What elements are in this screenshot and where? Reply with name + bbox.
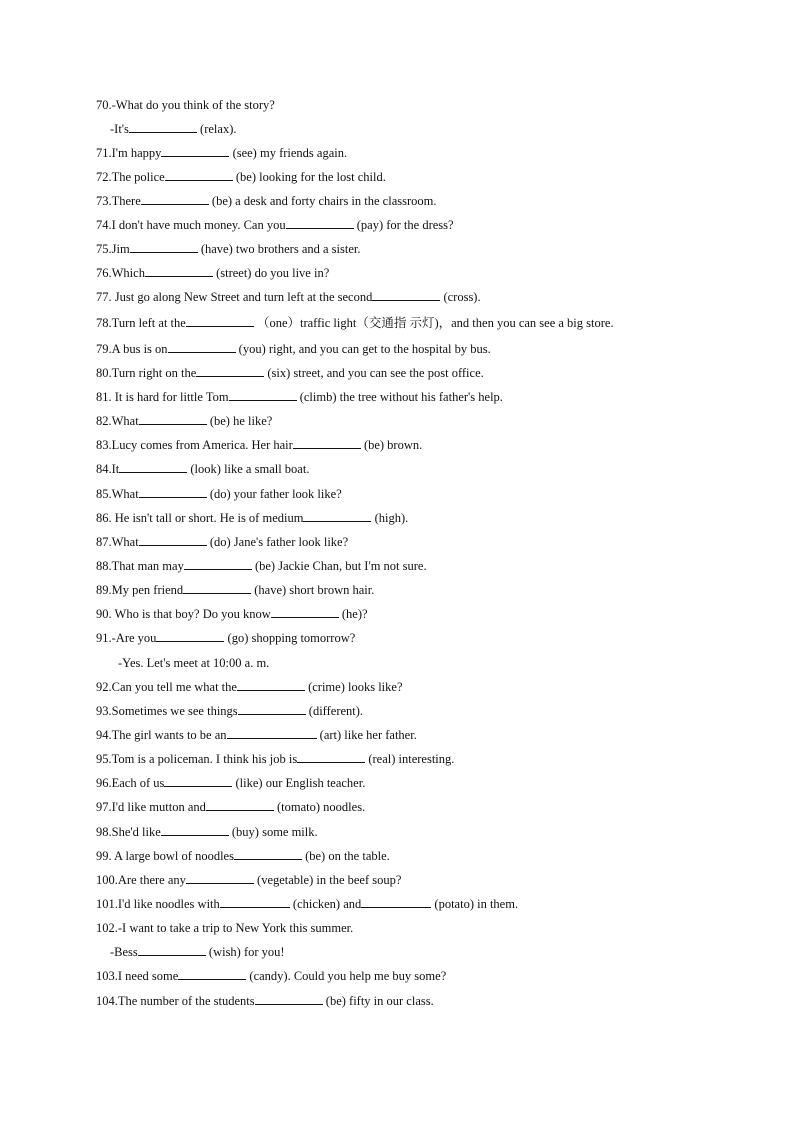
answer-blank[interactable] <box>119 461 187 473</box>
question-line-97 <box>96 799 365 815</box>
question-text: 76.Which <box>96 266 145 280</box>
answer-blank[interactable] <box>168 341 236 353</box>
answer-blank[interactable] <box>184 558 252 570</box>
question-text: 79.A bus is on <box>96 342 168 356</box>
question-hint: (crime) looks like? <box>304 680 403 694</box>
question-line-77 <box>96 289 481 305</box>
question-line-88 <box>96 558 427 574</box>
question-line-71 <box>96 145 347 161</box>
question-hint: (art) like her father. <box>316 728 417 742</box>
answer-blank[interactable] <box>165 169 233 181</box>
question-hint: (he)? <box>338 607 368 621</box>
question-hint: (be) brown. <box>360 438 423 452</box>
question-line-75 <box>96 241 361 257</box>
question-hint: (different). <box>305 704 364 718</box>
answer-blank[interactable] <box>227 727 317 739</box>
question-line-93 <box>96 703 363 719</box>
question-hint: (vegetable) in the beef soup? <box>253 873 402 887</box>
answer-blank[interactable] <box>234 848 302 860</box>
question-line-89 <box>96 582 374 598</box>
question-text: 90. Who is that boy? Do you know <box>96 607 271 621</box>
question-line-92 <box>96 679 403 695</box>
question-line-74 <box>96 217 454 233</box>
question-line-86 <box>96 510 408 526</box>
question-hint: (look) like a small boat. <box>187 462 310 476</box>
question-line-76 <box>96 265 329 281</box>
question-text: 98.She'd like <box>96 825 161 839</box>
question-line-70a <box>110 121 236 137</box>
question-line-72 <box>96 169 386 185</box>
answer-blank[interactable] <box>372 289 440 301</box>
question-text: 70.-What do you think of the story? <box>96 98 275 112</box>
question-hint: (street) do you live in? <box>212 266 330 280</box>
question-text: 89.My pen friend <box>96 583 184 597</box>
question-text: 82.What <box>96 414 139 428</box>
question-text: 72.The police <box>96 170 165 184</box>
question-hint: (real) interesting. <box>365 752 455 766</box>
question-line-90 <box>96 606 368 622</box>
question-hint: (high). <box>371 511 409 525</box>
question-line-73 <box>96 193 437 209</box>
answer-blank[interactable] <box>303 510 371 522</box>
question-line-94 <box>96 727 417 743</box>
question-hint: (cross). <box>440 290 481 304</box>
question-line-102q <box>96 920 353 936</box>
question-text: 95.Tom is a policeman. I think his job is <box>96 752 298 766</box>
answer-blank[interactable] <box>186 315 254 327</box>
answer-blank[interactable] <box>229 389 297 401</box>
answer-blank[interactable] <box>237 679 305 691</box>
question-text: -Bess <box>110 945 138 959</box>
question-text: 71.I'm happy <box>96 146 162 160</box>
question-hint: (six) street, and you can see the post office. <box>264 366 484 380</box>
question-text: 93.Sometimes we see things <box>96 704 238 718</box>
question-text: 74.I don't have much money. Can you <box>96 218 286 232</box>
question-line-99 <box>96 848 390 864</box>
question-hint: (pay) for the dress? <box>353 218 454 232</box>
question-hint: (be) he like? <box>206 414 273 428</box>
question-line-103 <box>96 968 446 984</box>
question-text: 78.Turn left at the <box>96 316 186 330</box>
question-line-91a <box>118 655 269 671</box>
question-hint: (chicken) and <box>289 897 362 911</box>
question-line-81 <box>96 389 503 405</box>
question-hint: (you) right, and you can get to the hospital by bus. <box>235 342 491 356</box>
answer-blank[interactable] <box>141 193 209 205</box>
question-line-91q <box>96 630 355 646</box>
answer-blank[interactable] <box>271 606 339 618</box>
question-text: 94.The girl wants to be an <box>96 728 227 742</box>
question-text: 80.Turn right on the <box>96 366 197 380</box>
question-line-83 <box>96 437 422 453</box>
question-line-85 <box>96 486 342 502</box>
question-hint: (be) on the table. <box>301 849 390 863</box>
question-hint: (be) looking for the lost child. <box>232 170 386 184</box>
question-text: 91.-Are you <box>96 631 157 645</box>
answer-blank[interactable] <box>286 217 354 229</box>
question-hint: (climb) the tree without his father's help. <box>296 390 503 404</box>
question-text: 81. It is hard for little Tom <box>96 390 229 404</box>
question-line-80 <box>96 365 484 381</box>
answer-blank[interactable] <box>183 582 251 594</box>
question-text: 99. A large bowl of noodles <box>96 849 234 863</box>
question-hint: （one）traffic light（交通指 示灯)，and then you can see a big store. <box>253 316 614 330</box>
answer-blank[interactable] <box>161 145 229 157</box>
question-hint: (like) our English teacher. <box>232 776 366 790</box>
answer-blank[interactable] <box>139 413 207 425</box>
question-hint: (go) shopping tomorrow? <box>224 631 356 645</box>
question-text: 73.There <box>96 194 141 208</box>
question-text: 103.I need some <box>96 969 179 983</box>
question-text: 102.-I want to take a trip to New York this summer. <box>96 921 354 935</box>
question-text: 104.The number of the students <box>96 994 255 1008</box>
question-hint: (potato) in them. <box>431 897 519 911</box>
answer-blank[interactable] <box>129 121 197 133</box>
question-hint: (see) my friends again. <box>229 146 348 160</box>
answer-blank[interactable] <box>238 703 306 715</box>
answer-blank[interactable] <box>178 968 246 980</box>
question-line-79 <box>96 341 491 357</box>
answer-blank[interactable] <box>293 437 361 449</box>
question-line-82 <box>96 413 272 429</box>
question-line-102a <box>110 944 285 960</box>
question-line-96 <box>96 775 365 791</box>
question-line-98 <box>96 824 318 840</box>
question-text: 97.I'd like mutton and <box>96 800 206 814</box>
answer-blank[interactable] <box>164 775 232 787</box>
answer-blank[interactable] <box>206 799 274 811</box>
question-text: 92.Can you tell me what the <box>96 680 237 694</box>
question-hint: (relax). <box>196 122 237 136</box>
answer-blank[interactable] <box>156 630 224 642</box>
answer-blank[interactable] <box>361 896 431 908</box>
question-line-84 <box>96 461 309 477</box>
question-text: 86. He isn't tall or short. He is of medium <box>96 511 304 525</box>
question-text: -It's <box>110 122 129 136</box>
answer-blank[interactable] <box>130 241 198 253</box>
question-hint: (do) Jane's father look like? <box>206 535 349 549</box>
answer-blank[interactable] <box>196 365 264 377</box>
question-hint: (candy). Could you help me buy some? <box>246 969 447 983</box>
answer-blank[interactable] <box>139 486 207 498</box>
question-line-100 <box>96 872 401 888</box>
question-line-101 <box>96 896 518 912</box>
answer-blank[interactable] <box>297 751 365 763</box>
question-line-87 <box>96 534 348 550</box>
question-hint: (be) fifty in our class. <box>322 994 434 1008</box>
answer-blank[interactable] <box>161 824 229 836</box>
question-hint: (be) a desk and forty chairs in the classroom. <box>208 194 437 208</box>
question-text: 85.What <box>96 487 139 501</box>
question-hint: (have) two brothers and a sister. <box>197 242 361 256</box>
question-line-95 <box>96 751 454 767</box>
question-hint: (be) Jackie Chan, but I'm not sure. <box>251 559 427 573</box>
question-text: 83.Lucy comes from America. Her hair <box>96 438 293 452</box>
answer-blank[interactable] <box>186 872 254 884</box>
question-text: 96.Each of us <box>96 776 165 790</box>
answer-blank[interactable] <box>220 896 290 908</box>
question-line-104 <box>96 993 434 1009</box>
question-line-70q <box>96 97 275 113</box>
question-hint: (wish) for you! <box>205 945 285 959</box>
question-line-78 <box>96 315 614 331</box>
question-hint: (buy) some milk. <box>228 825 318 839</box>
answer-blank[interactable] <box>255 993 323 1005</box>
question-text: 87.What <box>96 535 139 549</box>
answer-blank[interactable] <box>139 534 207 546</box>
question-text: 101.I'd like noodles with <box>96 897 220 911</box>
question-text: 77. Just go along New Street and turn left at the second <box>96 290 373 304</box>
question-text: 75.Jim <box>96 242 130 256</box>
question-text: 100.Are there any <box>96 873 186 887</box>
answer-blank[interactable] <box>138 944 206 956</box>
question-text: 84.It <box>96 462 120 476</box>
answer-blank[interactable] <box>145 265 213 277</box>
question-text: 88.That man may <box>96 559 184 573</box>
question-hint: (tomato) noodles. <box>273 800 366 814</box>
question-hint: (do) your father look like? <box>206 487 342 501</box>
question-text: -Yes. Let's meet at 10:00 a. m. <box>118 656 270 670</box>
question-hint: (have) short brown hair. <box>251 583 375 597</box>
